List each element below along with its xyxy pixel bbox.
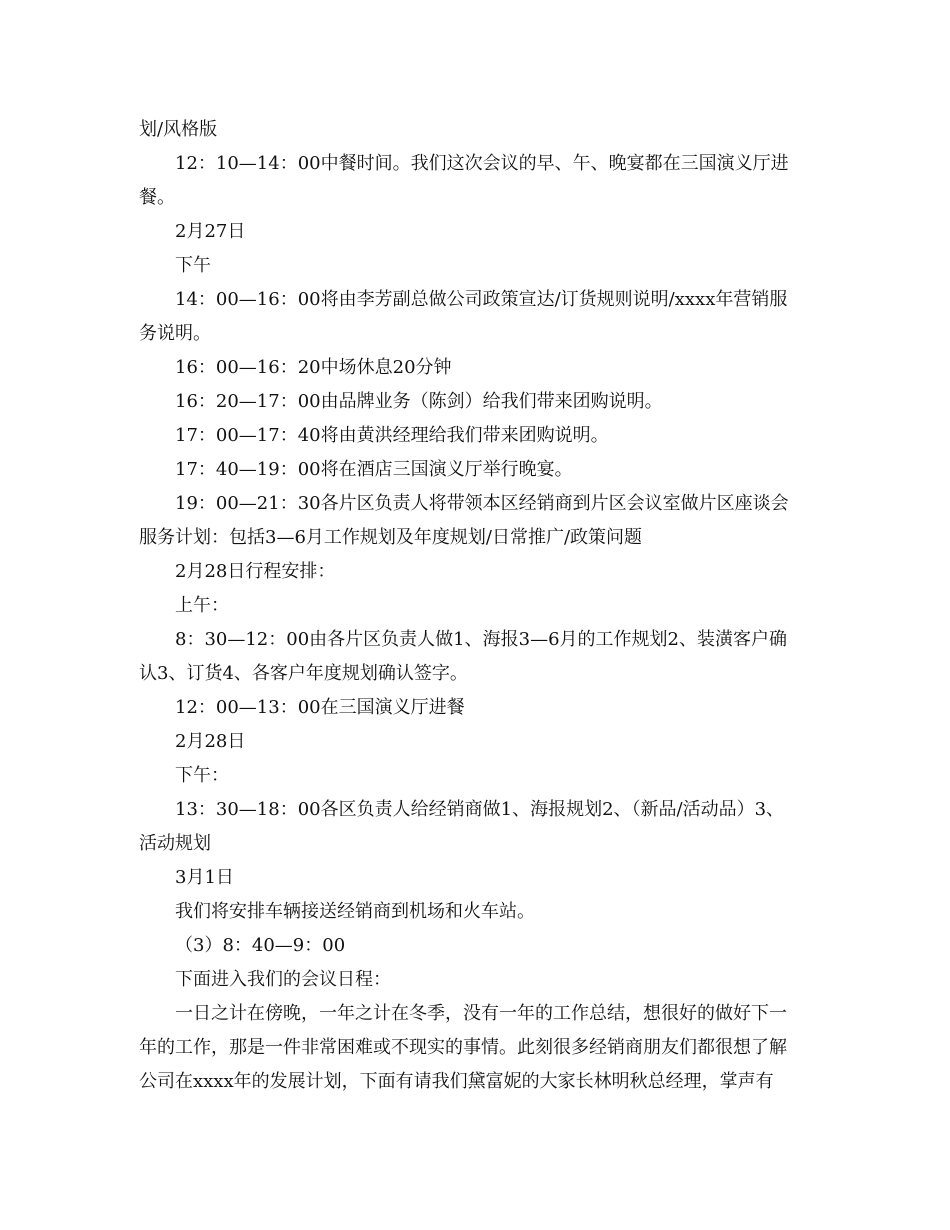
text-line: 16：00—16：20中场休息20分钟: [175, 357, 452, 378]
text-line: （3）8：40—9：00: [175, 935, 346, 956]
text-line: 服务计划：包括3—6月工作规划及年度规划/日常推广/政策问题: [139, 527, 643, 548]
date-heading: 3月1日: [175, 867, 234, 888]
text-line: 我们将安排车辆接送经销商到机场和火车站。: [175, 901, 535, 922]
text-line: 14：00—16：00将由李芳副总做公司政策宣达/订货规则说明/xxxx年营销服: [175, 289, 788, 310]
session-heading: 下午：: [175, 765, 229, 786]
text-line: 19：00—21：30各片区负责人将带领本区经销商到片区会议室做片区座谈会: [175, 493, 789, 514]
text-line: 务说明。: [139, 323, 211, 344]
date-heading: 2月27日: [175, 221, 246, 242]
text-line: 活动规划: [139, 833, 211, 854]
text-line: 16：20—17：00由品牌业务（陈剑）给我们带来团购说明。: [175, 391, 663, 412]
date-heading: 2月28日: [175, 731, 246, 752]
text-line: 认3、订货4、各客户年度规划确认签字。: [139, 663, 468, 684]
text-line: 17：00—17：40将由黄洪经理给我们带来团购说明。: [175, 425, 609, 446]
text-line: 年的工作，那是一件非常困难或不现实的事情。此刻很多经销商朋友们都很想了解: [139, 1037, 787, 1058]
session-heading: 下午: [175, 255, 211, 276]
text-line: 8：30—12：00由各片区负责人做1、海报3—6月的工作规划2、装潢客户确: [175, 629, 787, 650]
text-line: 公司在xxxx年的发展计划，下面有请我们黛富妮的大家长林明秋总经理，掌声有: [139, 1071, 774, 1092]
date-heading: 2月28日行程安排：: [175, 561, 336, 582]
text-line: 13：30—18：00各区负责人给经销商做1、海报规划2、（新品/活动品）3、: [175, 799, 785, 820]
text-line: 餐。: [139, 187, 175, 208]
text-line: 一日之计在傍晚，一年之计在冬季，没有一年的工作总结，想很好的做好下一: [175, 1003, 787, 1024]
text-line: 12：00—13：00在三国演义厅进餐: [175, 697, 465, 718]
text-line: 划/风格版: [139, 119, 218, 140]
text-line: 17：40—19：00将在酒店三国演义厅举行晚宴。: [175, 459, 573, 480]
text-line: 12：10—14：00中餐时间。我们这次会议的早、午、晚宴都在三国演义厅进: [175, 153, 789, 174]
text-line: 下面进入我们的会议日程：: [175, 969, 391, 990]
session-heading: 上午：: [175, 595, 229, 616]
document-body: [139, 113, 814, 1099]
